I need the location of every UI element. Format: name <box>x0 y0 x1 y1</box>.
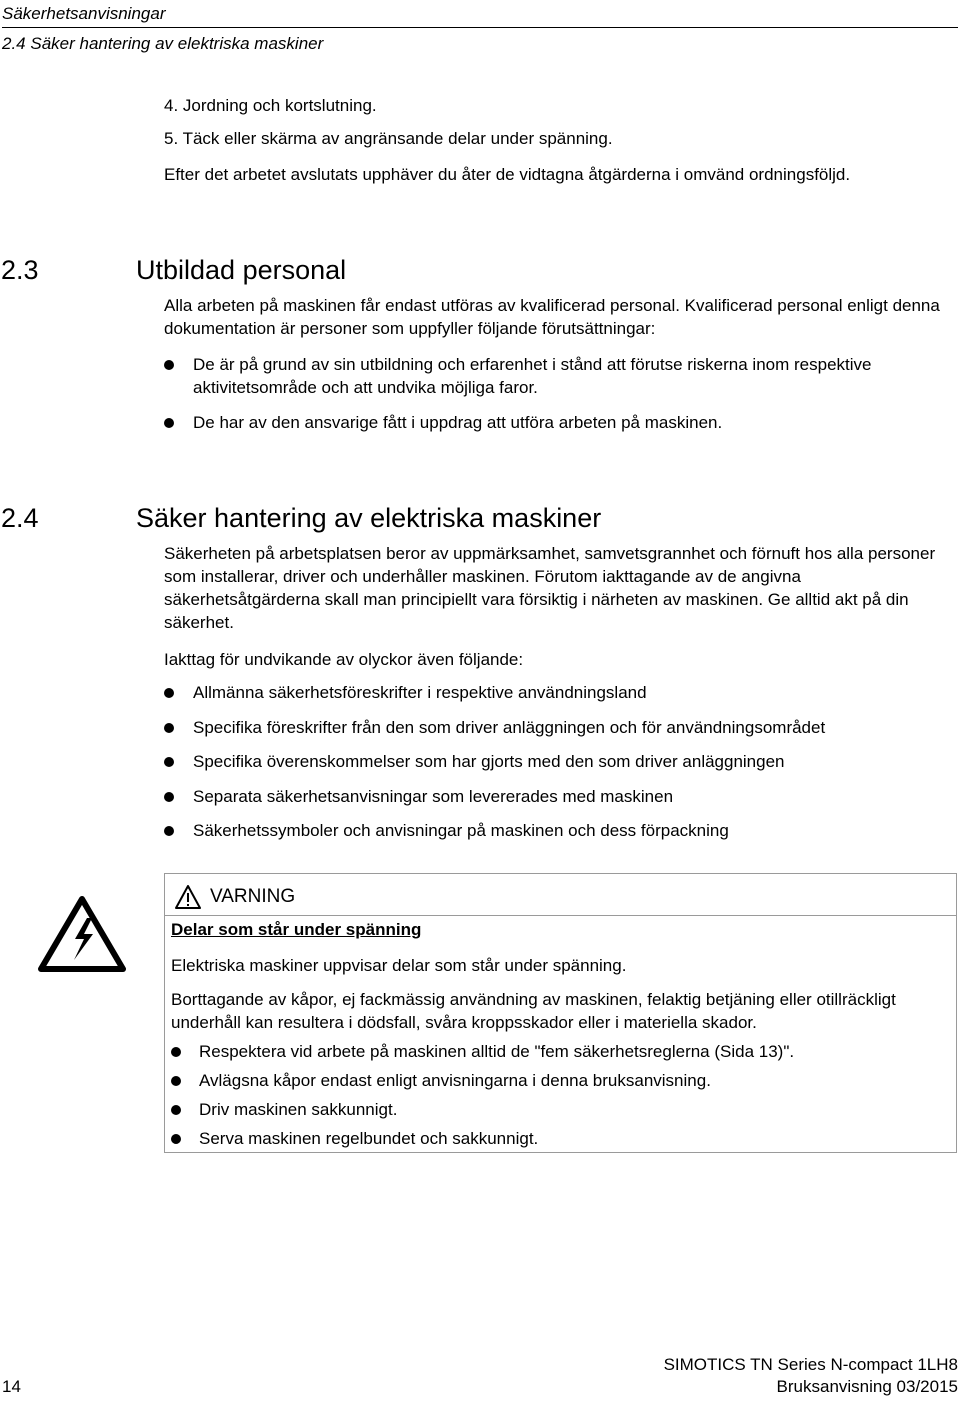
electrical-hazard-icon <box>38 896 126 972</box>
warning-triangle-icon <box>174 884 202 910</box>
after-work-note: Efter det arbetet avslutats upphäver du åter de vidtagna åtgärderna i omvänd ordningsföljd. <box>164 165 851 184</box>
list-item: Specifika föreskrifter från den som driver anläggningen och för användningsområdet <box>164 716 956 751</box>
qualification-list <box>164 353 956 446</box>
list-item: De har av den ansvarige fått i uppdrag att utföra arbeten på maskinen. <box>164 411 956 434</box>
list-item: Säkerhetssymboler och anvisningar på maskinen och dess förpackning <box>164 819 956 854</box>
list-item: Avlägsna kåpor endast enligt anvisningarna i denna bruksanvisning. <box>171 1069 794 1098</box>
accident-prevention-list <box>164 681 956 854</box>
warning-box <box>164 873 957 1153</box>
chapter-title: Säkerhetsanvisningar <box>2 4 166 23</box>
list-item: Specifika överenskommelser som har gjorts med den som driver anläggningen <box>164 750 956 785</box>
footer-product: SIMOTICS TN Series N-compact 1LH8 <box>663 1355 958 1374</box>
list-item: Separata säkerhetsanvisningar som levererades med maskinen <box>164 785 956 820</box>
footer <box>664 1354 958 1398</box>
list-item: Serva maskinen regelbundet och sakkunnigt. <box>171 1127 794 1156</box>
section-heading-title: Utbildad personal <box>136 255 347 285</box>
section-heading-title: Säker hantering av elektriska maskiner <box>136 503 602 533</box>
procedure-step: 4. Jordning och kortslutning. <box>164 96 377 115</box>
procedure-steps <box>164 94 613 160</box>
list-item: Driv maskinen sakkunnigt. <box>171 1098 794 1127</box>
list-item: De är på grund av sin utbildning och erfarenhet i stånd att förutse riskerna inom respektive aktivitetsområde och att undvika möjliga faror. <box>164 353 956 399</box>
section-number: 2.3 <box>1 255 39 285</box>
warning-consequence-text: Borttagande av kåpor, ej fackmässig användning av maskinen, felaktig betjäning eller otillräckligt underhåll kan resultera i dödsfall, svåra kroppsskador eller i materiella skador. <box>171 990 896 1032</box>
warning-subtitle: Delar som står under spänning <box>171 920 422 939</box>
warning-label: VARNING <box>210 886 296 907</box>
section-2-4-paragraph: Säkerheten på arbetsplatsen beror av uppmärksamhet, samvetsgrannhet och förnuft hos alla personer som installerar, driver och underhåller maskinen. Förutom iakttagande av de angivna säkerhetsåtgärderna skall man principiellt vara försiktig i närheten av maskinen. Ge alltid akt på din säkerhet. <box>164 544 936 632</box>
section-heading-2-3 <box>1 254 346 286</box>
warning-divider <box>165 915 956 916</box>
list-item: Respektera vid arbete på maskinen alltid de "fem säkerhetsreglerna (Sida 13)". <box>171 1040 794 1069</box>
footer-document: Bruksanvisning 03/2015 <box>776 1377 958 1396</box>
running-header <box>2 0 958 56</box>
section-2-4-lead: Iakttag för undvikande av olyckor även följande: <box>164 650 524 669</box>
warning-text: Elektriska maskiner uppvisar delar som står under spänning. <box>171 956 627 975</box>
section-2-3-paragraph: Alla arbeten på maskinen får endast utföras av kvalificerad personal. Kvalificerad personal enligt denna dokumentation är personer som uppfyller följande förutsättningar: <box>164 296 940 338</box>
section-heading-2-4 <box>1 502 601 534</box>
warning-measures-list <box>171 1040 794 1156</box>
section-number: 2.4 <box>1 503 39 533</box>
list-item: Allmänna säkerhetsföreskrifter i respektive användningsland <box>164 681 956 716</box>
procedure-step: 5. Täck eller skärma av angränsande delar under spänning. <box>164 129 613 148</box>
page-number: 14 <box>2 1377 21 1396</box>
section-title: 2.4 Säker hantering av elektriska maskiner <box>2 34 324 53</box>
